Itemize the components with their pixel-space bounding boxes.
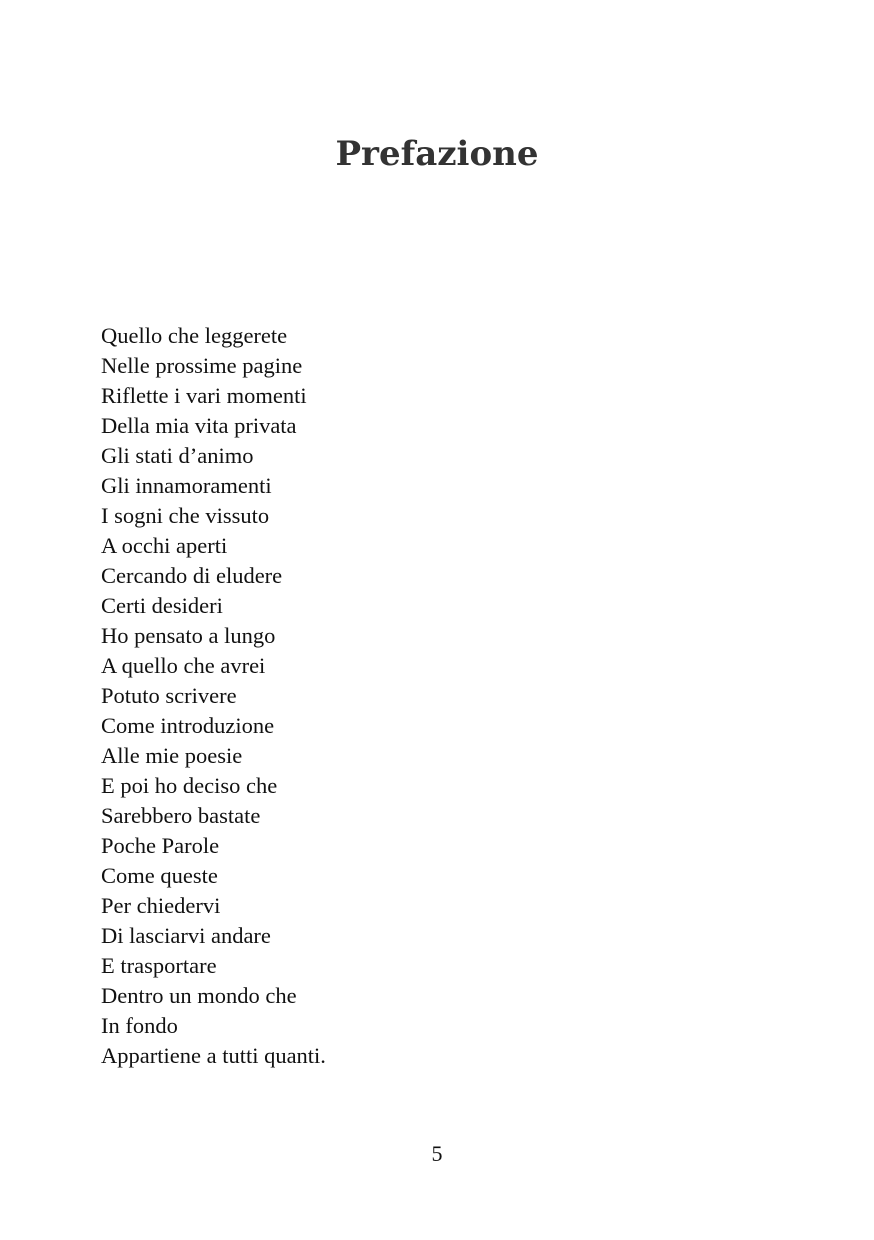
poem-line: Come introduzione: [101, 713, 275, 738]
poem-line: Poche Parole: [101, 833, 220, 858]
poem-line: Potuto scrivere: [101, 683, 237, 708]
poem-line: Alle mie poesie: [101, 743, 243, 768]
page-title: Prefazione: [335, 134, 539, 174]
poem-line: Gli innamoramenti: [101, 473, 272, 498]
poem-line: Cercando di eludere: [101, 563, 283, 588]
poem-line: E poi ho deciso che: [101, 773, 278, 798]
poem-line: Appartiene a tutti quanti.: [101, 1043, 326, 1068]
poem-line: A occhi aperti: [101, 533, 228, 558]
poem-line: E trasportare: [101, 953, 217, 978]
poem-line: Dentro un mondo che: [101, 983, 297, 1008]
poem-line: Sarebbero bastate: [101, 803, 261, 828]
poem-line: Ho pensato a lungo: [101, 623, 276, 648]
poem-line: Certi desideri: [101, 593, 223, 618]
poem-line: I sogni che vissuto: [101, 503, 270, 528]
page-number: 5: [431, 1141, 443, 1166]
poem-line: Di lasciarvi andare: [101, 923, 271, 948]
poem-line: A quello che avrei: [101, 653, 266, 678]
poem-line: Riflette i vari momenti: [101, 383, 307, 408]
poem-line: Come queste: [101, 863, 218, 888]
poem-body: [101, 321, 326, 1071]
poem-line: Gli stati d’animo: [101, 443, 254, 468]
poem-line: In fondo: [101, 1013, 178, 1038]
poem-line: Della mia vita privata: [101, 413, 297, 438]
poem-line: Nelle prossime pagine: [101, 353, 303, 378]
poem-line: Per chiedervi: [101, 893, 221, 918]
poem-line: Quello che leggerete: [101, 323, 288, 348]
